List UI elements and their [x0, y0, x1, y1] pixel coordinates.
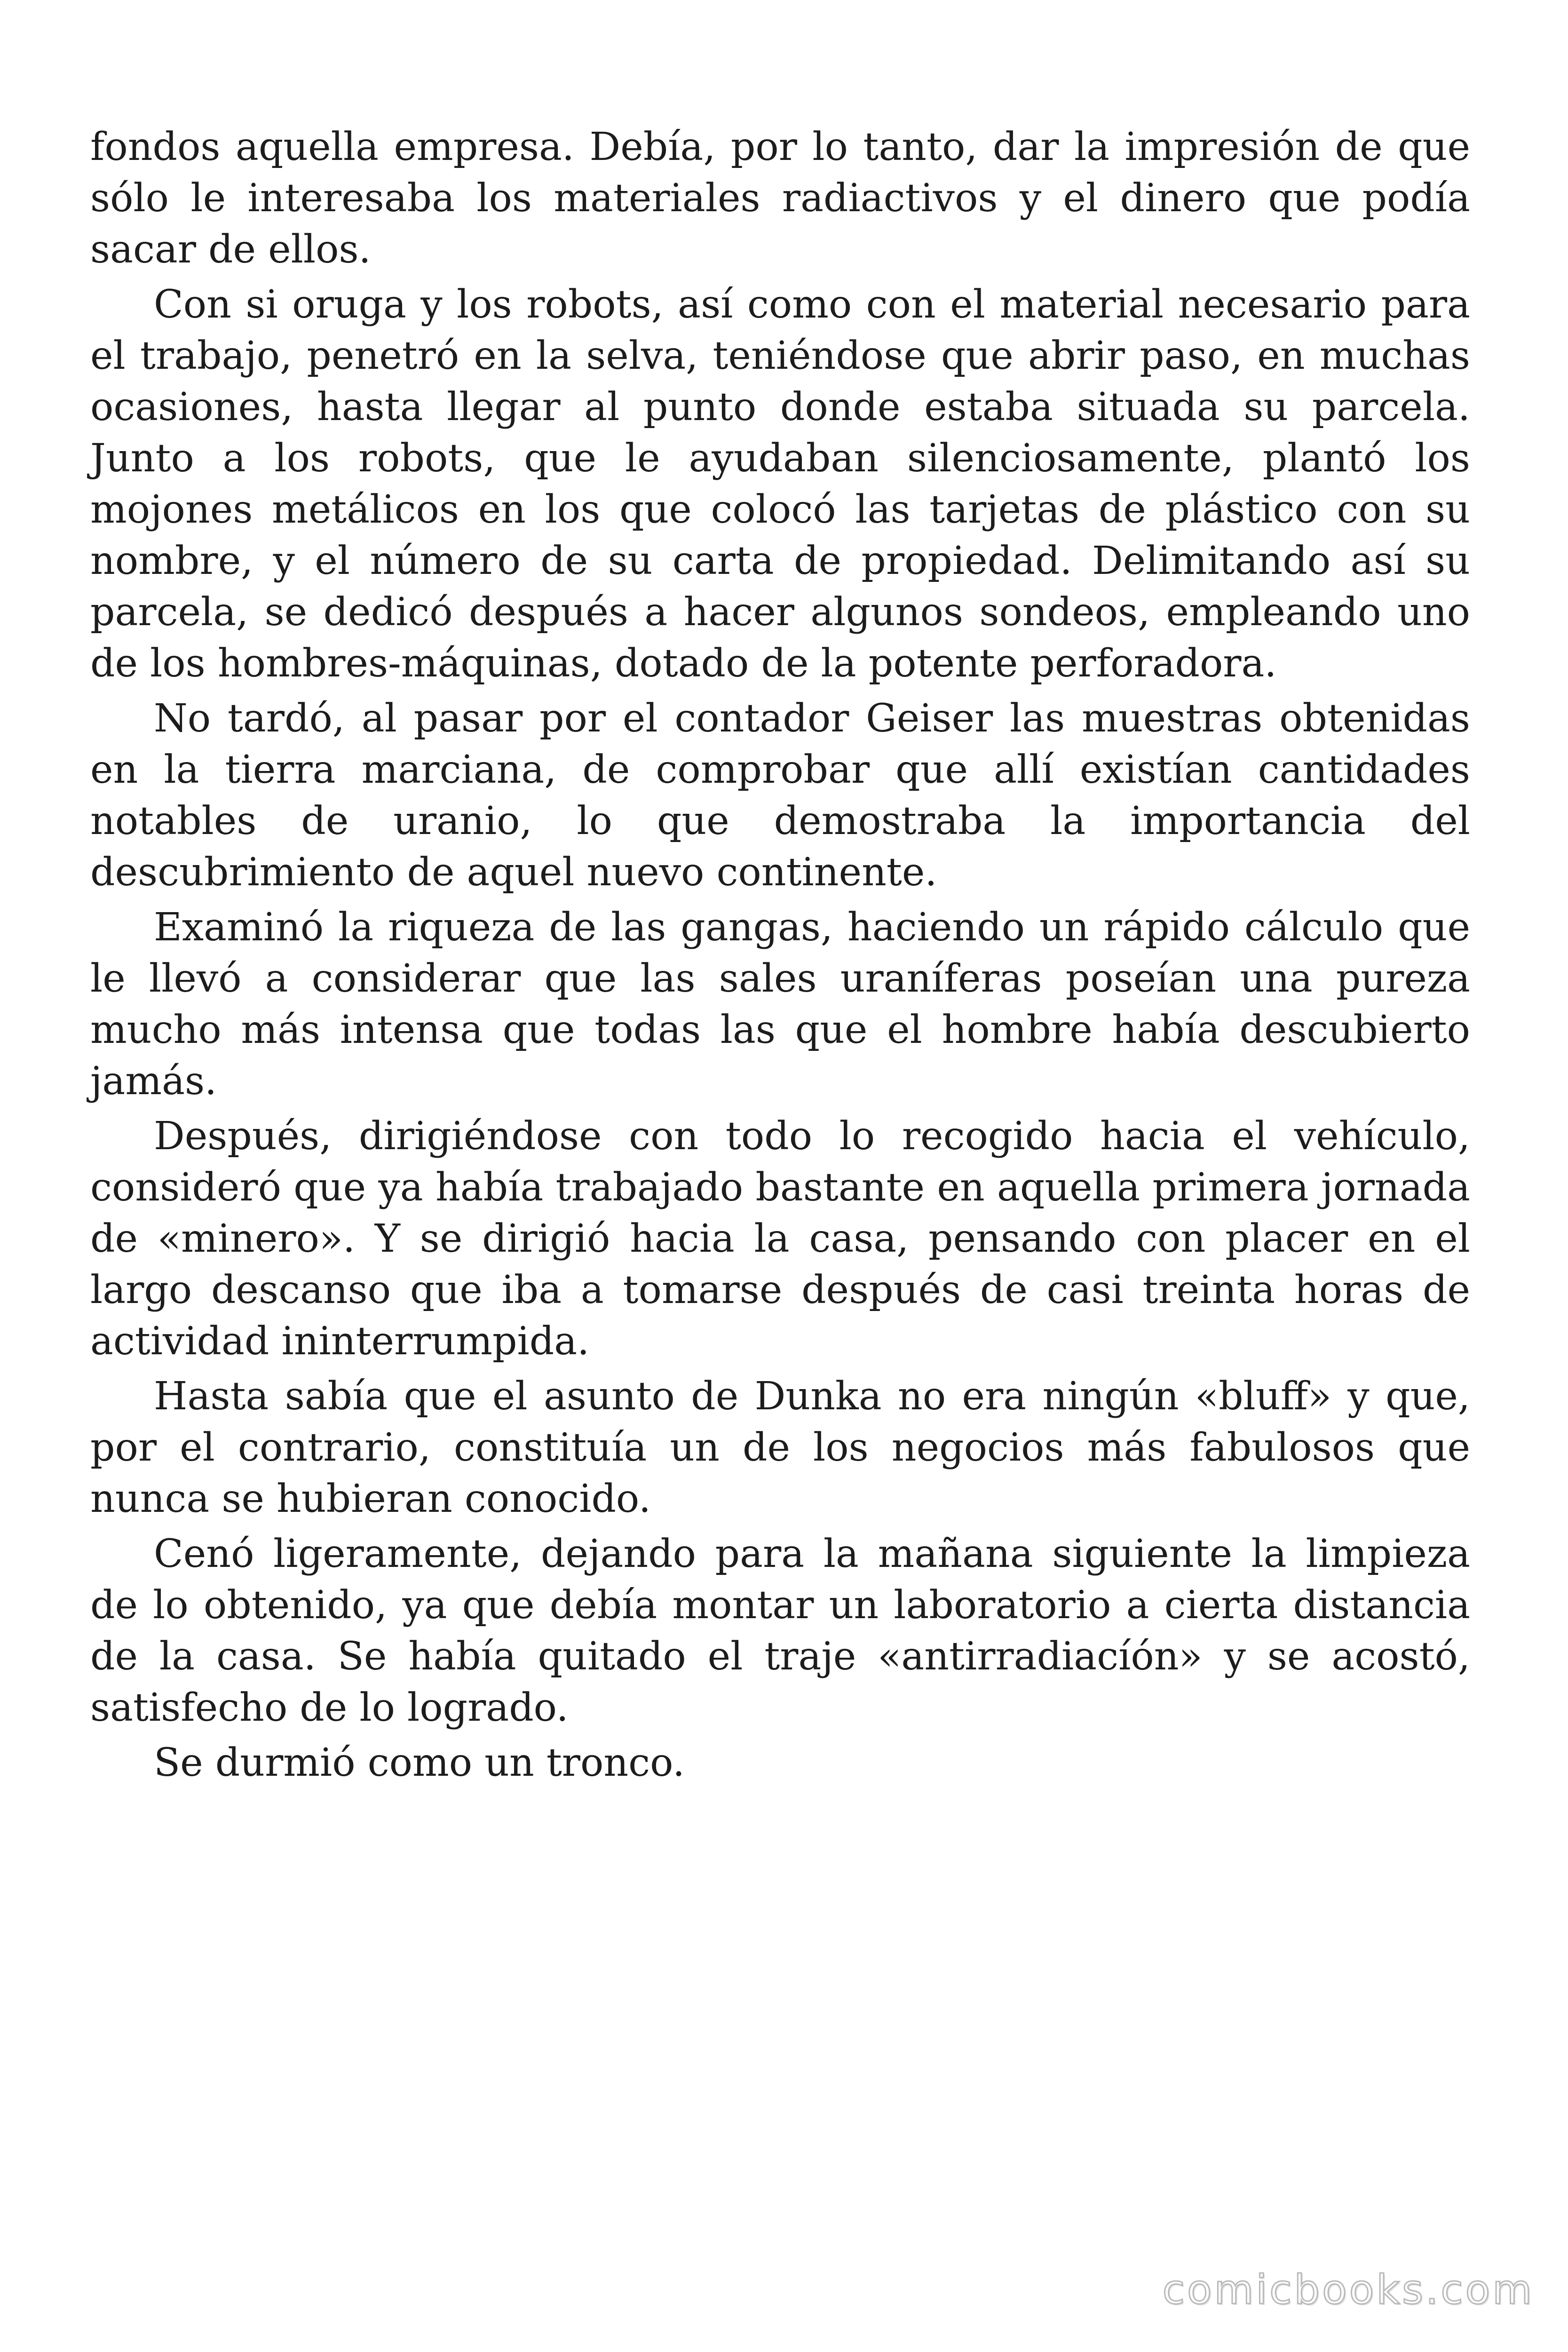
- paragraph-1: fondos aquella empresa. Debía, por lo tanto, dar la impresión de que sólo le interesaba los materiales radiactivos y el dinero que podía sacar de ellos.: [90, 125, 1470, 272]
- paragraph-2: Con si oruga y los robots, así como con el material necesario para el trabajo, penetró en la selva, teniéndose que abrir paso, en muchas ocasiones, hasta llegar al punto donde estaba situada su parcela. Junto a los robots, que le ayudaban silenciosamente, plantó los mojones metálicos en los que colocó las tarjetas de plástico con su nombre, y el número de su carta de propiedad. Delimitando así su parcela, se dedicó después a hacer algunos sondeos, empleando uno de los hombres-máquinas, dotado de la potente perforadora.: [90, 282, 1470, 686]
- paragraph-8: Se durmió como un tronco.: [154, 1740, 685, 1785]
- paragraph-3: No tardó, al pasar por el contador Geiser las muestras obtenidas en la tierra marciana, de comprobar que allí existían cantidades notables de uranio, lo que demostraba la importancia del descubrimiento de aquel nuevo continente.: [90, 696, 1470, 895]
- paragraph-5: Después, dirigiéndose con todo lo recogido hacia el vehículo, consideró que ya había trabajado bastante en aquella primera jornada de «minero». Y se dirigió hacia la casa, pensando con placer en el largo descanso que iba a tomarse después de casi treinta horas de actividad ininterrumpida.: [90, 1114, 1470, 1364]
- paragraph-6: Hasta sabía que el asunto de Dunka no era ningún «bluff» y que, por el contrario, constituía un de los negocios más fabulosos que nunca se hubieran conocido.: [90, 1374, 1470, 1521]
- paragraph-4: Examinó la riqueza de las gangas, haciendo un rápido cálculo que le llevó a considerar que las sales uraníferas poseían una pureza mucho más intensa que todas las que el hombre había descubierto jamás.: [90, 905, 1470, 1104]
- body-text: [90, 121, 1470, 1792]
- watermark-text: comicbooks.com: [1162, 2266, 1534, 2313]
- paragraph-7: Cenó ligeramente, dejando para la mañana siguiente la limpieza de lo obtenido, ya que debía montar un laboratorio a cierta distancia de la casa. Se había quitado el traje «antirradiacíón» y se acostó, satisfecho de lo logrado.: [90, 1532, 1470, 1730]
